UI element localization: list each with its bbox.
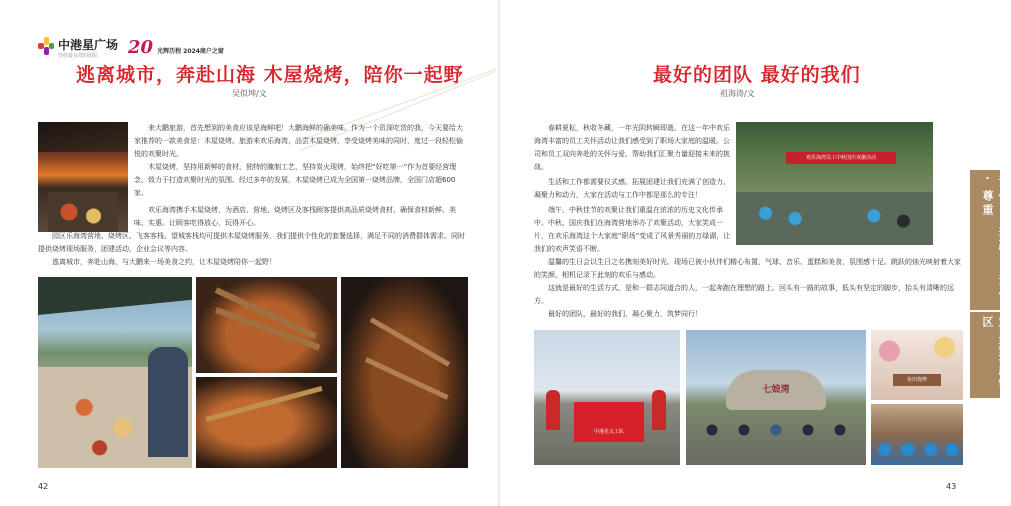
birthday-group-photo bbox=[871, 404, 963, 465]
left-paragraph-5: 逃离城市，奔赴山海，与大鹏来一场美食之约，让木屋烧烤陪你一起野！ bbox=[52, 258, 276, 266]
side-values-bar bbox=[970, 170, 1010, 310]
left-paragraph-3: 欢乐海湾携手木屋烧烤，为酒店、营地、烧烤区及客栈顾客提供高品质烧烤食材，确保食材新鲜、美味、实惠。让顾客吃得放心，玩得开心。 bbox=[134, 206, 456, 227]
left-paragraph-1: 来大鹏旅游，首先想到的美食应该是海鲜吧！大鹏海鲜的确美味。作为一个资深吃货的我，今天要给大家推荐的一款美食是：木屋烧烤。旅游来欢乐海湾，品尝木屋烧烤，享受烧烤美味的同时，度过一段轻松愉悦的欢聚时光。 bbox=[134, 124, 463, 158]
left-article-title: 逃离城市，奔赴山海 木屋烧烤，陪你一起野 bbox=[76, 64, 464, 86]
tent-dining-photo bbox=[38, 277, 192, 468]
volunteer-flag: 中港星义工队 bbox=[574, 402, 644, 442]
side-values-text: 诚信 · 共赢 · 责任 · 尊重 bbox=[981, 176, 1010, 302]
volunteer-group-photo bbox=[534, 330, 680, 465]
anniversary-text: 光辉历程 2024商户之窗 bbox=[157, 47, 224, 55]
skewers-photo-3 bbox=[341, 277, 468, 468]
birthday-decor-photo bbox=[871, 330, 963, 400]
left-page bbox=[0, 0, 500, 506]
seaside-rock-photo bbox=[686, 330, 866, 465]
magazine-logo bbox=[38, 36, 227, 58]
brand-logo-icon bbox=[38, 37, 54, 57]
left-author: 吴似坤/文 bbox=[232, 89, 267, 98]
skewers-photo-2 bbox=[196, 377, 337, 468]
right-article-title: 最好的团队 最好的我们 bbox=[653, 64, 861, 86]
skewers-photo-1 bbox=[196, 277, 337, 373]
side-section-label: 欢乐海湾度假区 bbox=[981, 316, 1010, 388]
right-paragraph-3: 端午、中秋佳节的欢聚让我们重温在浓浓的历史文化传承中。中秋、国庆我们在海湾营地举办了欢聚活动，大家笑成一片，在欢乐海湾这个大家庭“职场”变成了风景秀丽的万绿湖，让我们的欢声笑语不断。 bbox=[534, 206, 731, 253]
event-banner: 欢乐海湾员工中秋国庆欢聚活动 bbox=[786, 152, 896, 164]
right-page bbox=[500, 0, 1010, 506]
right-paragraph-6: 最好的团队，最好的我们，凝心聚力，筑梦同行！ bbox=[548, 310, 702, 318]
right-page-number: 43 bbox=[946, 482, 957, 491]
right-paragraph-5: 这就是最好的生活方式，是和一群志同道合的人，一起奔跑在理想的路上。回头有一路的故事，低头有坚定的脚步，抬头有清晰的远方。 bbox=[534, 284, 954, 305]
right-paragraph-4: 温馨的生日会以生日之名携刻美好时光。现场已被小伙伴们精心布置，气球、音乐、蛋糕和美食，氛围感十足。跳跃的烛光映射着大家的笑颜，相机记录下此刻的欢乐与感动。 bbox=[534, 258, 961, 279]
bbq-sunset-photo bbox=[38, 122, 128, 232]
anniversary-number: 20 bbox=[128, 36, 154, 58]
restaurant-sign: 鱼田烧烤 bbox=[893, 374, 941, 386]
brand-subtitle: 坚持最有效的团队 bbox=[58, 52, 99, 59]
team-event-photo bbox=[736, 122, 933, 245]
left-page-number: 42 bbox=[38, 482, 49, 491]
rock-inscription: 七娘湾 bbox=[726, 370, 826, 410]
left-paragraph-4: 园区乐海湾营地、烧烤区、飞客客栈、望城客栈均可提供木屋烧烤服务，我们提供个性化的套餐选择，满足不同的消费群体需求。同时提供烧烤现场服务，团建活动，企业会议等内容。 bbox=[38, 232, 465, 253]
side-section-current[interactable] bbox=[970, 312, 1010, 398]
right-paragraph-2: 生活和工作都需要仪式感。拓展团建让我们充满了创造力、凝聚力和动力，大家在活动与工作中都是那么的专注！ bbox=[534, 178, 730, 199]
left-paragraph-2: 木屋烧烤，坚持用新鲜的食材，独特的腌制工艺，坚持炭火现烤，始终把“好吃第一”作为首要经营理念，致力于打造欢聚时光的氛围。经过多年的发展，木屋烧烤已成为全国第一烧烤品牌，全国门店超600家。 bbox=[134, 163, 457, 197]
brand-name: 中港星广场 bbox=[58, 37, 119, 52]
right-author: 祖海涛/文 bbox=[720, 89, 755, 98]
right-paragraph-1: 春耕夏耘，秋收冬藏，一年光阴转瞬即逝。在这一年中欢乐海湾丰富的员工关怀活动让我们感受到了职场大家庭的温暖。公司和员工双向奔赴的关怀与爱，帮助我们汇聚力量迎接未来的挑战。 bbox=[534, 124, 730, 171]
